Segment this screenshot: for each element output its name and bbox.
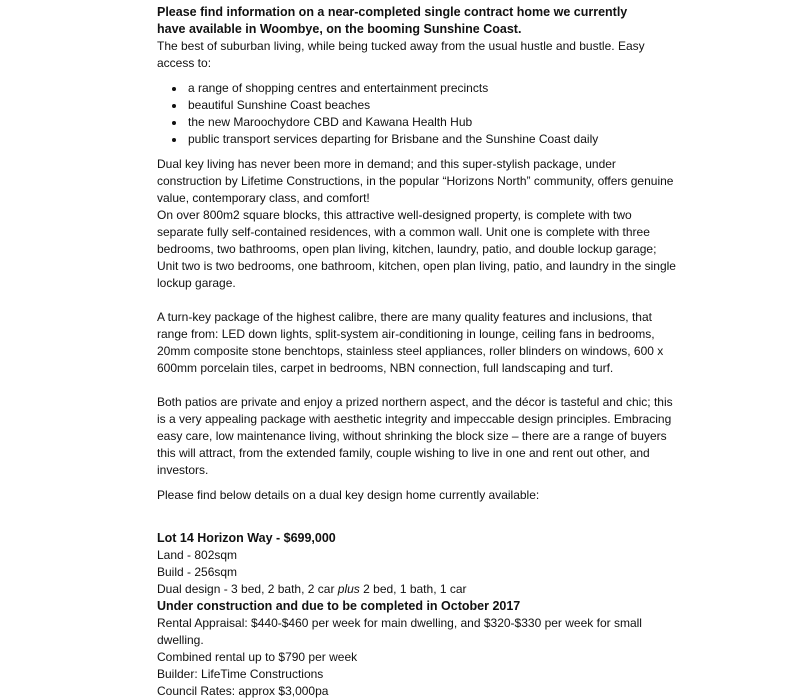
lot-council-rates: Council Rates: approx $3,000pa: [157, 684, 329, 698]
paragraph-below: Please find below details on a dual key design home currently available:: [157, 488, 540, 502]
list-item: • public transport services departing for Brisbane and the Sunshine Coast daily: [186, 131, 677, 148]
document-body: [157, 4, 677, 700]
lot-build: Build - 256sqm: [157, 565, 238, 579]
paragraph-blocks: On over 800m2 square blocks, this attractive well-designed property, is complete with two separate fully self-contained residences, with a common wall. Unit one is complete with three bedrooms, two bathrooms, open plan living, kitchen, laundry, patio, and double lockup garage; Unit two is two bedrooms, one bathroom, kitchen, open plan living, patio, and laundry in the single lockup garage.: [157, 208, 676, 290]
lot-land: Land - 802sqm: [157, 548, 238, 562]
lot-design-plus: plus: [337, 582, 360, 596]
list-item: • a range of shopping centres and entertainment precincts: [186, 80, 677, 97]
lot-design-prefix: Dual design - 3 bed, 2 bath, 2 car: [157, 582, 338, 596]
paragraph-dual-key: Dual key living has never been more in demand; and this super-stylish package, under construction by Lifetime Constructions, in the popular “Horizons North” community, offers genuine value, contemporary class, and comfort!: [157, 157, 674, 205]
lot-title: Lot 14 Horizon Way - $699,000: [157, 531, 336, 545]
paragraph-patios: Both patios are private and enjoy a prized northern aspect, and the décor is tasteful and chic; this is a very appealing package with aesthetic integrity and impeccable design principles. Embracing easy care, low maintenance living, without shrinking the block size – there are a range of buyers this will attract, from the extended family, couple wishing to live in one and rent out other, and investors.: [157, 395, 673, 477]
lot-status: Under construction and due to be completed in October 2017: [157, 599, 521, 613]
intro-heading-line1: Please find information on a near-completed single contract home we currently: [157, 5, 628, 19]
list-item: • beautiful Sunshine Coast beaches: [186, 97, 677, 114]
intro-lead: The best of suburban living, while being tucked away from the usual hustle and bustle. Easy access to:: [157, 39, 645, 70]
lot-builder: Builder: LifeTime Constructions: [157, 667, 324, 681]
paragraph-turnkey: A turn-key package of the highest calibre, there are many quality features and inclusions, that range from: LED down lights, split-system air-conditioning in lounge, ceiling fans in bedrooms, 20mm composite stone benchtops, stainless steel appliances, roller blinders on windows, 600 x 600mm porcelain tiles, carpet in bedrooms, NBN connection, full landscaping and turf.: [157, 310, 664, 375]
access-list: [157, 80, 677, 148]
lot-design-suffix: 2 bed, 1 bath, 1 car: [359, 582, 467, 596]
lot-rental: Rental Appraisal: $440-$460 per week for main dwelling, and $320-$330 per week for small dwelling.: [157, 616, 642, 647]
lot-combined-rental: Combined rental up to $790 per week: [157, 650, 358, 664]
intro-heading-line2: have available in Woombye, on the booming Sunshine Coast.: [157, 22, 522, 36]
lot-design: [157, 581, 677, 598]
list-item: • the new Maroochydore CBD and Kawana Health Hub: [186, 114, 677, 131]
